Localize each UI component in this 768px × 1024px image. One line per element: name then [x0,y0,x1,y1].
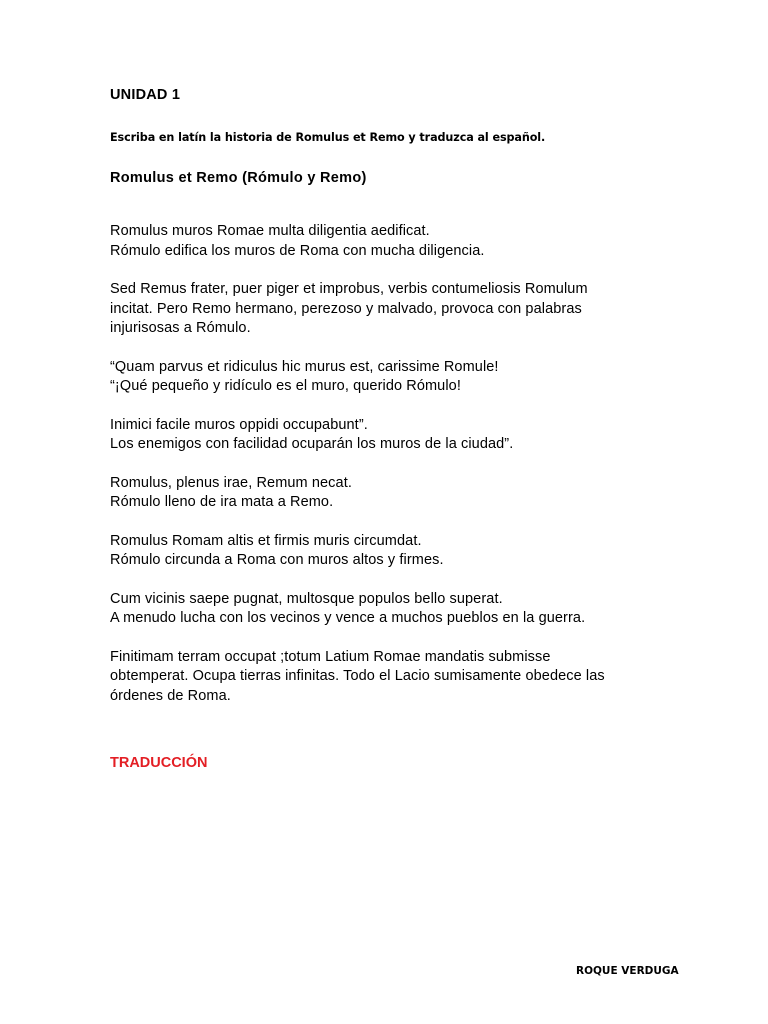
text-line: A menudo lucha con los vecinos y vence a muchos pueblos en la guerra. [110,610,586,626]
story-body [110,222,670,725]
text-line: Sed Remus frater, puer piger et improbus, verbis contumeliosis Romulum [110,281,588,297]
text-line: Rómulo edifica los muros de Roma con mucha diligencia. [110,242,485,259]
text-line: Inimici facile muros oppidi occupabunt”. [110,416,368,433]
text-line: Rómulo lleno de ira mata a Remo. [110,494,334,510]
translation-heading: TRADUCCIÓN [110,755,208,771]
text-line: “Quam parvus et ridiculus hic murus est, carissime Romule! [110,358,499,375]
paragraph-6 [110,532,670,571]
text-line: Los enemigos con facilidad ocuparán los muros de la ciudad”. [110,436,514,452]
text-line: Romulus Romam altis et firmis muris circumdat. [110,532,422,549]
text-line: “¡Qué pequeño y ridículo es el muro, querido Rómulo! [110,378,461,394]
paragraph-5 [110,474,670,513]
text-line: Romulus, plenus irae, Remum necat. [110,474,352,491]
unit-title: UNIDAD 1 [110,87,181,103]
text-line: obtemperat. Ocupa tierras infinitas. Todo el Lacio sumisamente obedece las [110,668,605,684]
paragraph-7 [110,590,670,629]
text-line: Cum vicinis saepe pugnat, multosque populos bello superat. [110,590,503,607]
text-line: órdenes de Roma. [110,687,231,704]
text-line: Finitimam terram occupat ;totum Latium Romae mandatis submisse [110,648,551,665]
author-name: ROQUE VERDUGA [576,965,679,977]
paragraph-2 [110,280,670,339]
instruction-text: Escriba en latín la historia de Romulus et Remo y traduzca al español. [110,131,546,144]
paragraph-4 [110,416,670,455]
text-line: injurisosas a Rómulo. [110,320,251,336]
paragraph-3 [110,358,670,397]
paragraph-1 [110,222,670,261]
paragraph-8 [110,648,670,707]
text-line: Rómulo circunda a Roma con muros altos y firmes. [110,552,444,568]
text-line: incitat. Pero Remo hermano, perezoso y malvado, provoca con palabras [110,300,582,317]
text-line: Romulus muros Romae multa diligentia aedificat. [110,223,430,239]
story-title: Romulus et Remo (Rómulo y Remo) [110,170,367,186]
